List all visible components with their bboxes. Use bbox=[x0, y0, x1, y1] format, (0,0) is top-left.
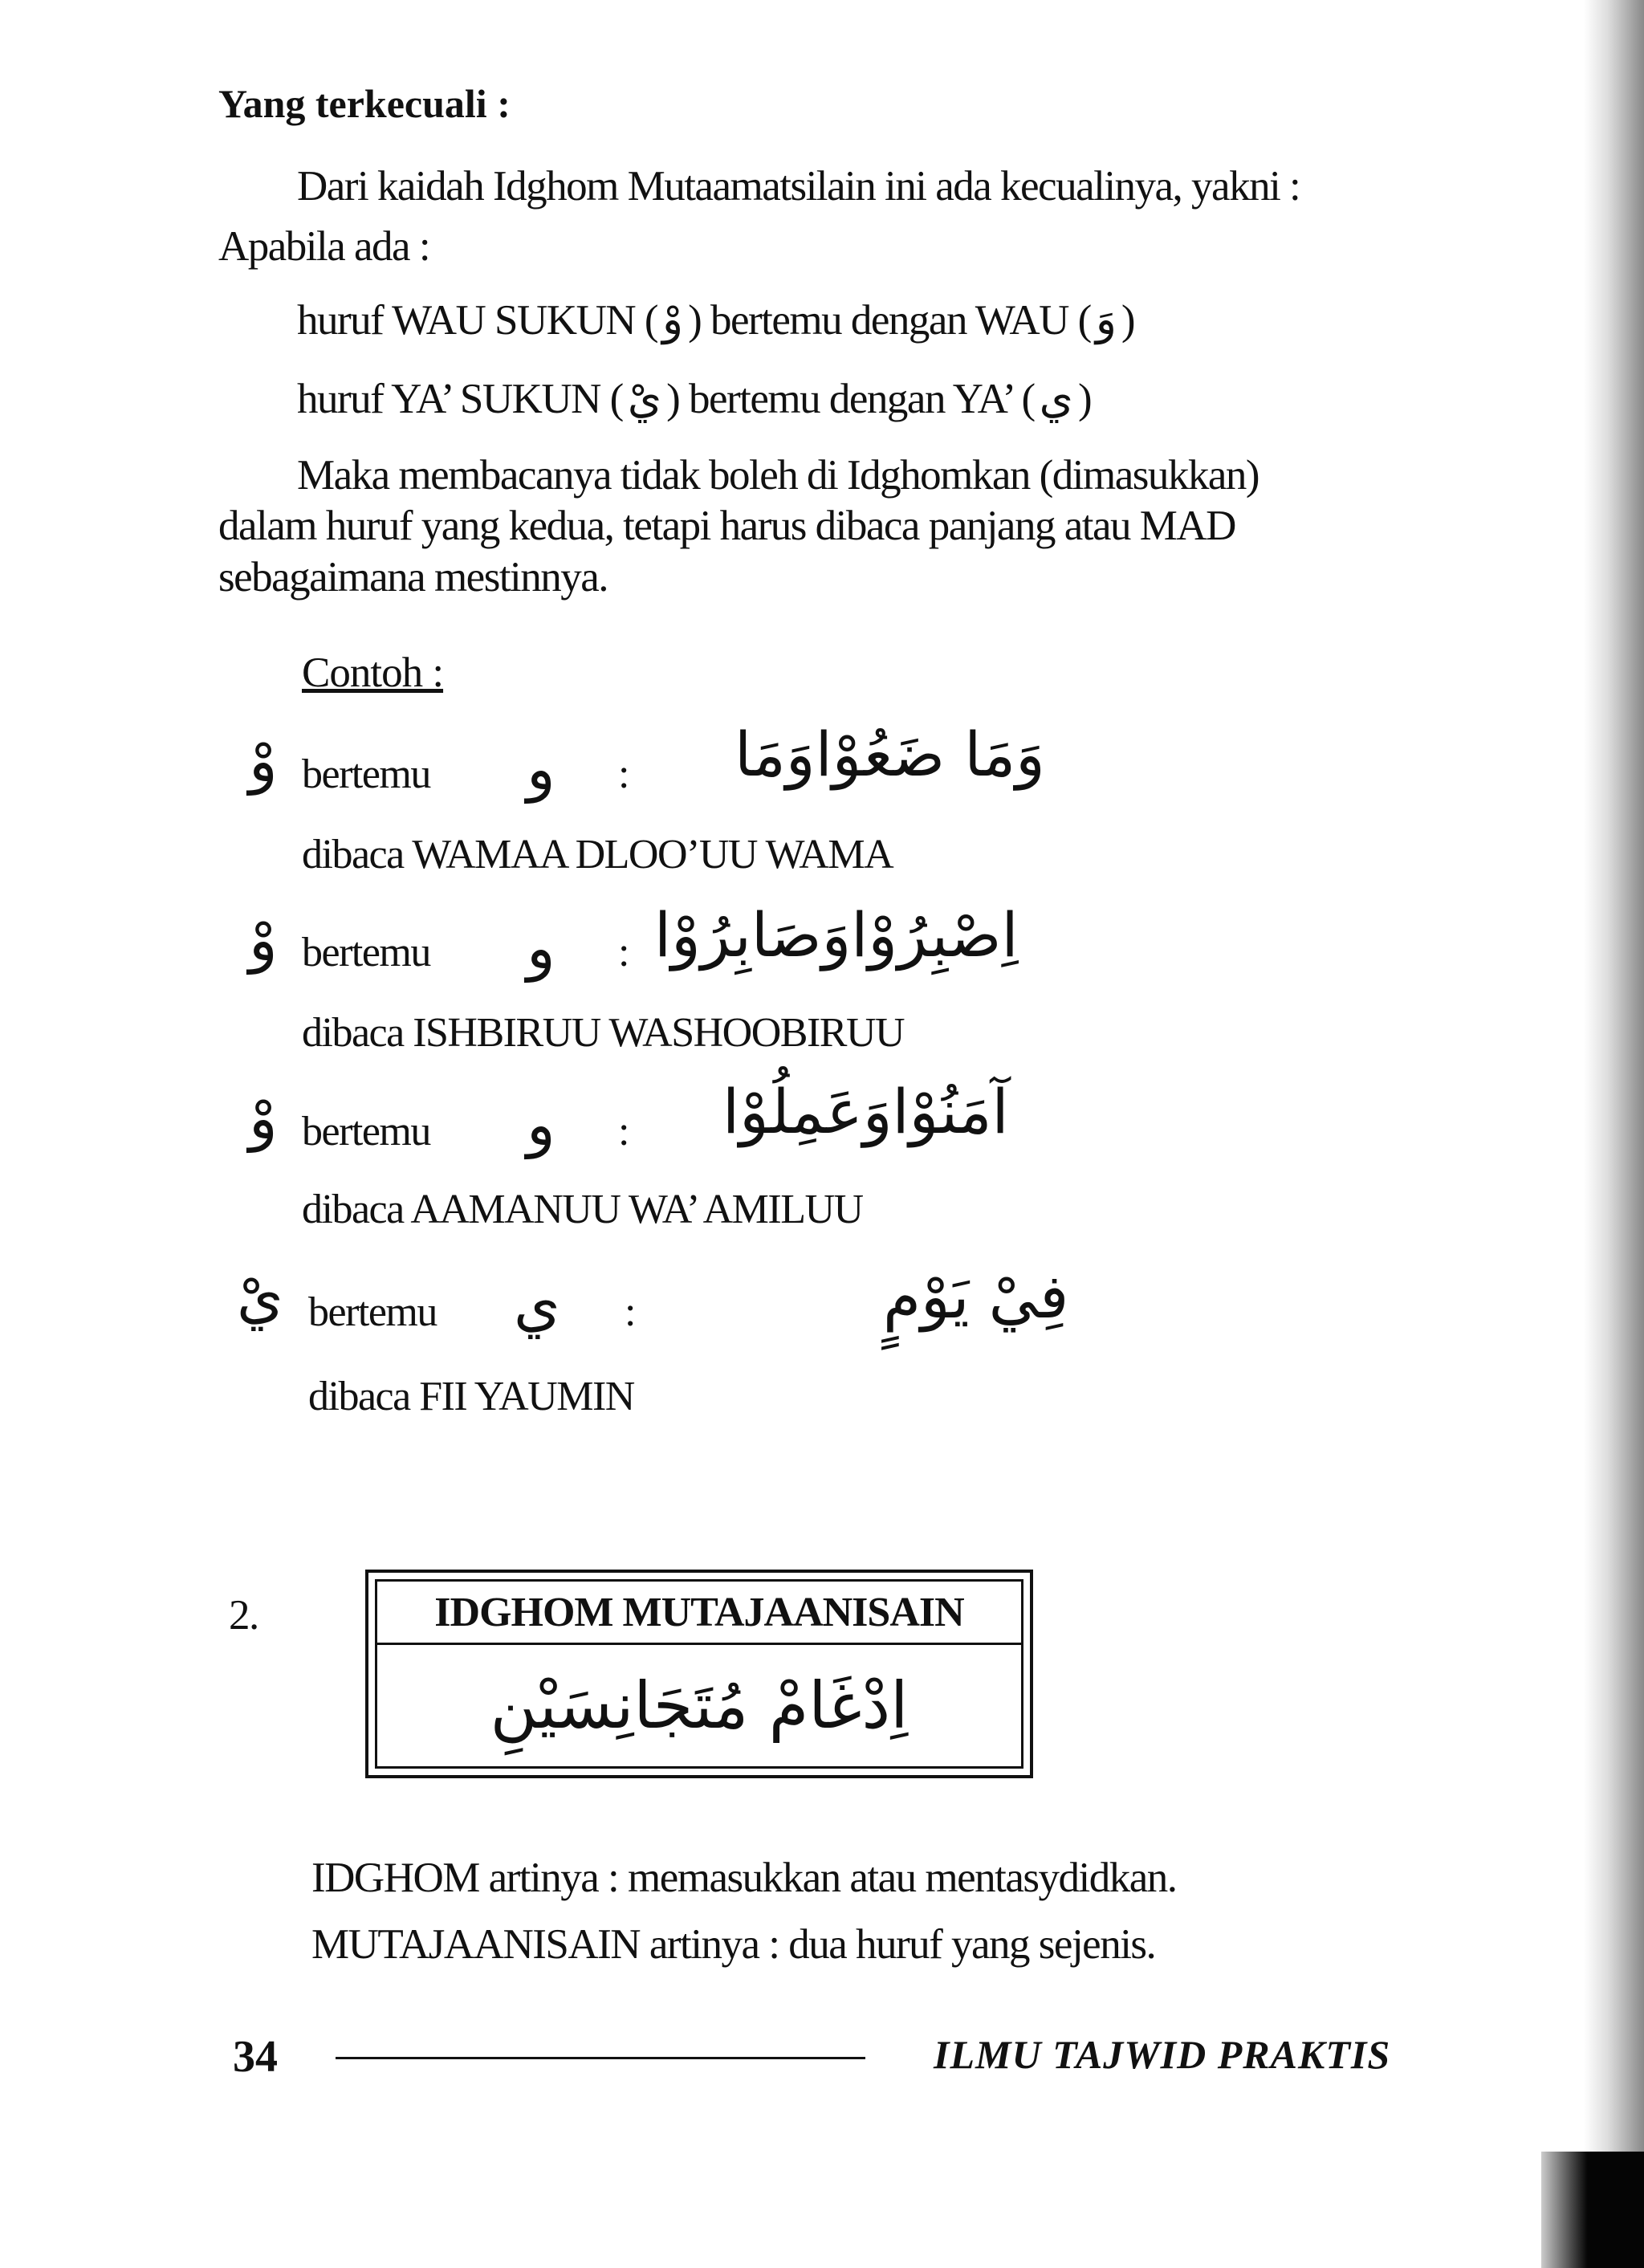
scan-corner-shadow bbox=[1541, 2152, 1644, 2268]
intro-line-1: Dari kaidah Idghom Mutaamatsilain ini ada kecualinya, yakni : bbox=[297, 163, 1300, 210]
rule-wau-suffix: ) bbox=[1121, 297, 1135, 344]
example-4-reading: dibaca FII YAUMIN bbox=[308, 1374, 634, 1419]
definition-line-1: IDGHOM artinya : memasukkan atau mentasydidkan. bbox=[311, 1855, 1177, 1901]
example-2-colon: : bbox=[618, 930, 630, 975]
example-1-arabic: وَمَا ضَعُوْاوَمَا bbox=[735, 719, 1045, 790]
example-3-arabic: آمَنُوْاوَعَمِلُوْا bbox=[722, 1076, 1009, 1147]
page-number: 34 bbox=[233, 2032, 278, 2082]
section-2-title: IDGHOM MUTAJAANISAIN bbox=[377, 1582, 1021, 1645]
rule-ya-prefix: huruf YA’ SUKUN ( bbox=[297, 376, 623, 422]
example-1-bertemu: bertemu bbox=[302, 751, 430, 797]
explanation-line-2: dalam huruf yang kedua, tetapi harus dibaca panjang atau MAD bbox=[218, 503, 1235, 549]
section-heading: Yang terkecuali : bbox=[218, 81, 511, 126]
example-2-bertemu: bertemu bbox=[302, 930, 430, 975]
example-1-reading: dibaca WAMAA DLOO’UU WAMA bbox=[302, 832, 893, 877]
example-4-letter-b: ي bbox=[514, 1270, 560, 1339]
section-2-title-box bbox=[365, 1570, 1033, 1778]
scan-edge-shadow bbox=[1584, 0, 1644, 2268]
example-2-reading: dibaca ISHBIRUU WASHOOBIRUU bbox=[302, 1010, 905, 1056]
example-3-letter-b: و bbox=[527, 1090, 555, 1159]
rule-ya-suffix: ) bbox=[1077, 376, 1092, 422]
example-3-bertemu: bertemu bbox=[302, 1109, 430, 1154]
rule-wau bbox=[297, 294, 1135, 344]
explanation-line-1: Maka membacanya tidak boleh di Idghomkan (dimasukkan) bbox=[297, 452, 1259, 499]
rule-wau-middle: ) bertemu dengan WAU ( bbox=[688, 297, 1091, 344]
examples-label: Contoh : bbox=[302, 649, 444, 696]
section-2-title-box-inner bbox=[375, 1579, 1023, 1769]
example-2-letter-a: وْ bbox=[249, 906, 278, 975]
example-4-colon: : bbox=[625, 1289, 637, 1335]
section-2-number: 2. bbox=[229, 1592, 258, 1639]
example-1-colon: : bbox=[618, 751, 630, 797]
ya-glyph: ي bbox=[1039, 373, 1073, 423]
example-4-bertemu: bertemu bbox=[308, 1289, 437, 1335]
intro-line-2: Apabila ada : bbox=[218, 223, 430, 270]
example-3-colon: : bbox=[618, 1109, 630, 1154]
example-4-letter-a: يْ bbox=[237, 1262, 283, 1331]
book-title: ILMU TAJWID PRAKTIS bbox=[934, 2032, 1391, 2077]
definition-line-2: MUTAJAANISAIN artinya : dua huruf yang sejenis. bbox=[311, 1921, 1156, 1968]
ya-sukun-glyph: يْ bbox=[627, 373, 662, 423]
section-2-arabic-title: اِدْغَامْ مُتَجَانِسَيْنِ bbox=[490, 1668, 909, 1743]
rule-ya-middle: ) bertemu dengan YA’ ( bbox=[666, 376, 1035, 422]
example-3-letter-a: وْ bbox=[249, 1084, 278, 1153]
example-2-letter-b: و bbox=[527, 914, 555, 983]
example-1-letter-a: وْ bbox=[249, 727, 278, 796]
wau-glyph: وَ bbox=[1095, 294, 1117, 344]
example-1-letter-b: و bbox=[527, 735, 555, 804]
example-4-arabic: فِيْ يَوْمٍ bbox=[883, 1260, 1069, 1332]
example-2-arabic: اِصْبِرُوْاوَصَابِرُوْا bbox=[654, 899, 1019, 971]
footer-rule bbox=[336, 2057, 865, 2059]
wau-sukun-glyph: وْ bbox=[662, 294, 684, 344]
example-3-reading: dibaca AAMANUU WA’ AMILUU bbox=[302, 1187, 863, 1232]
explanation-line-3: sebagaimana mestinnya. bbox=[218, 554, 608, 601]
rule-ya bbox=[297, 373, 1092, 423]
rule-wau-prefix: huruf WAU SUKUN ( bbox=[297, 297, 658, 344]
